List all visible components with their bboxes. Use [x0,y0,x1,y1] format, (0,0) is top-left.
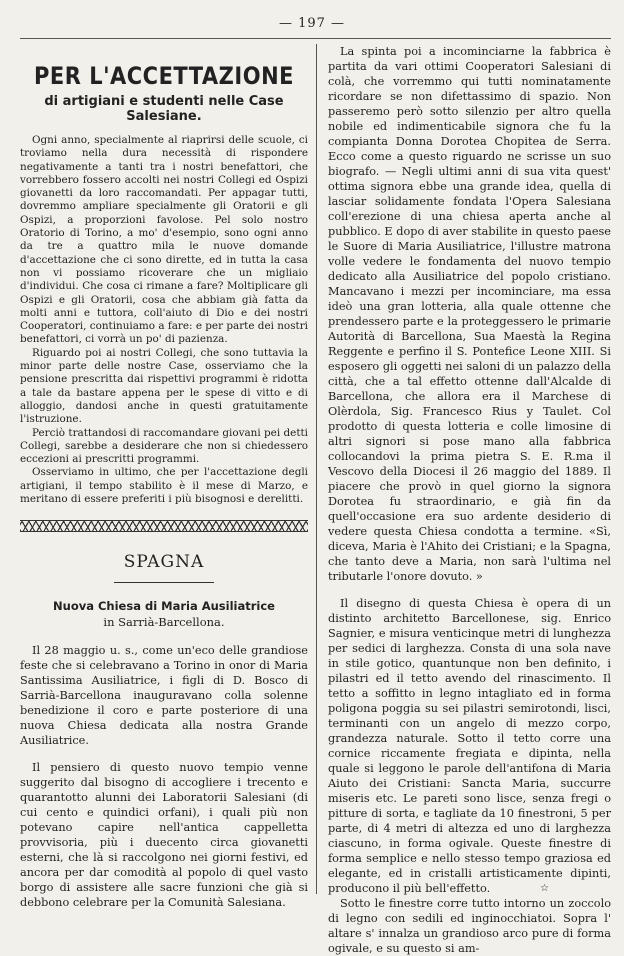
paragraph: Il 28 maggio u. s., come un'eco delle grandiose feste che si celebravano a Torino in onor di Maria Santissima Ausiliatrice, i figli di D. Bosco di Sarrià-Barcellona inauguravano colla solenne benedizione il coro e parte posteriore di una nuova Chiesa dedicata alla nostra Grande Ausiliatrice. [20,644,308,748]
paragraph: Osserviamo in ultimo, che per l'accettazione degli artigiani, il tempo stabilito è il mese di Marzo, e meritano di essere preferiti i più bisognosi e derelitti. [20,466,308,506]
paragraph: Il pensiero di questo nuovo tempio venne suggerito dal bisogno di accogliere i trecento e quarantotto alunni dei Laboratorii Salesiani (di cui cento e quindici orfani), i quali più non potevano capire nell'antica cappelletta provvisoria, più i duecento circa giovanetti esterni, che là si raccolgono nei giorni festivi, ed ancora per dar comodità al popolo di quel vasto borgo di assistere alle sacre funzioni che già si debbono celebrare per la Comunità Salesiana. [20,761,308,910]
page-number: — 197 — [278,16,346,31]
paragraph: Sotto le finestre corre tutto intorno un zoccolo di legno con sedili ed inginocchiatoi. Sopra l' altare s' innalza un grandioso arco pure di forma ogivale, e su questo si am- [328,897,611,955]
article-subheading: di artigiani e studenti nelle Case Salesiane. [44,94,284,124]
article-title: Nuova Chiesa di Maria Ausiliatrice [53,599,275,614]
section-rule [114,582,214,583]
left-column [20,44,308,910]
header-rule [20,38,611,39]
paragraph: La spinta poi a incominciarne la fabbrica è partita da vari ottimi Cooperatori Salesiani di colà, che vorremmo qui tutti nominatamente ricordare se non difettassimo di spazio. Non passeremo però sotto silenzio per altro quella nobile ed indimenticabile signora che fu la compianta Donna Dorotea Chopitea de Serra. Ecco come a questo riguardo ne scrisse un suo biografo. — Negli ultimi anni di sua vita quest' ottima signora ebbe una grande idea, quella di lasciar solidamente fondata l'Opera Salesiana coll'erezione di una chiesa aperta anche al pubblico. E dopo di aver stabilite in questo paese le Suore di Maria Ausiliatrice, l'illustre matrona volle vedere le fondamenta del nuovo tempio dedicato alla Ausiliatrice del popolo cristiano. Mancavano i mezzi per incominciare, ma essa ideò una gran lotteria, alla quale ottenne che prendessero parte e la proteggessero le primarie Autorità di Barcellona, Sua Maestà la Regina Reggente e perfino il S. Pontefice Leone XIII. Si esposero gli oggetti nei saloni di un palazzo della città, che a tal effetto ottenne dall'Alcalde di Barcellona, che allora era il Marchese di Olèrdola, Sig. Francesco Rius y Taulet. Col prodotto di questa lotteria e colle limosine di altri signori si pose mano alla fabbrica collocandovi la prima pietra S. E. R.ma il Vescovo della Diocesi il 26 maggio del 1889. Il piacere che provò in quel giorno la signora Dorotea fu straordinario, e già fin da quell'occasione era suo ardente desiderio di vedere questa Chiesa condotta a termine. «Sì, diceva, Maria è l'Ahito dei Cristiani; e la Spagna, che tanto deve a Maria, non sarà l'ultima nel tributarle l'onore dovuto. » [328,45,611,583]
paragraph: Ogni anno, specialmente al riaprirsi delle scuole, ci troviamo nella dura necessità di rispondere negativamente a tanti tra i nostri benefattori, che vorrebbero fossero accolti nei nostri Collegi ed Ospizi giovanetti da loro raccomandati. Per appagar tutti, dovremmo ampliare specialmente gli Oratorii e gli Ospizi, a proporzioni favolose. Pel solo nostro Oratorio di Torino, a mo' d'esempio, sono ogni anno da tre a quattro mila le nuove domande d'accettazione che ci sono dirette, ed in tutta la casa non vi possiamo ricoverare che un migliaio d'individui. Che cosa ci rimane a fare? Moltiplicare gli Ospizi e gli Oratorii, cosa che abbiam già fatta da molti anni e tuttora, coll'aiuto di Dio e dei nostri Cooperatori, continuiamo a fare: e per parte dei nostri benefattori, ci vorrà un po' di pazienza. [20,134,308,346]
paragraph: Riguardo poi ai nostri Collegi, che sono tuttavia la minor parte delle nostre Case, osserviamo che la pensione prescritta dai rispettivi programmi è ridotta a tale da bastare appena per le spese di vitto e di alloggio, dandosi anche in questi gratuitamente l'istruzione. [20,346,308,426]
section-heading: SPAGNA [123,552,205,573]
article-subtitle: in Sarrià-Barcellona. [103,615,225,630]
signature-mark: ☆ [540,883,549,894]
paragraph: Il disegno di questa Chiesa è opera di un distinto architetto Barcellonese, sig. Enrico Sagnier, e misura venticinque metri di lunghezza per sedici di larghezza. Consta di una sola nave in stile gotico, quantunque non ben definito, i pilastri ed il tetto avendo del rinascimento. Il tetto a soffitto in legno intagliato ed in forma poligona poggia su sei pilastri semirotondi, lisci, terminanti con un angelo di mezzo corpo, grandezza naturale. Sotto il tetto corre una cornice riccamente fregiata e dipinta, nella quale si leggono le parole dell'antifona di Maria Aiuto dei Cristiani: Sancta Maria, succurre miseris etc. Le pareti sono lisce, senza fregi o pitture di sorta, e tagliate da 10 finestroni, 5 per parte, di 4 metri di altezza ed uno di larghezza ciascuno, in forma ogivale. Queste finestre di forma semplice e nello stesso tempo graziosa ed elegante, ed in cristalli artisticamente dipinti, producono il più bell'effetto. [328,597,611,895]
article-heading: PER L'ACCETTAZIONE [33,62,294,90]
ornamental-divider [20,520,308,532]
column-divider [316,44,317,894]
paragraph: Perciò trattandosi di raccomandare giovani pei detti Collegi, sarebbe a desiderare che non si chiedessero eccezioni ai prescritti programmi. [20,426,308,466]
right-column [328,44,611,955]
